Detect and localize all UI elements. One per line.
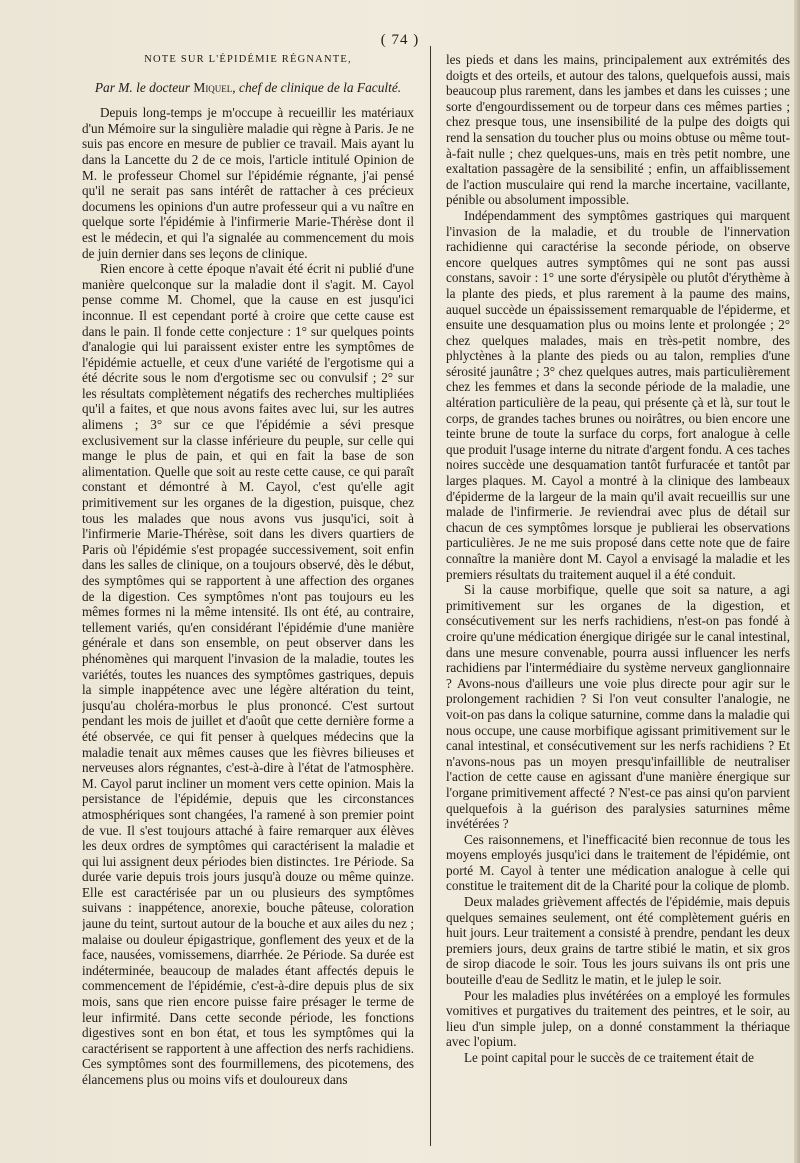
paragraph: Le point capital pour le succès de ce traitement était de: [464, 1050, 754, 1065]
paragraph: Depuis long-temps je m'occupe à recueillir les matériaux d'un Mémoire sur la singulière maladie qui règne à Paris. Je ne suis pas encore en mesure de publier ce travail. Mais ayant lu dans la Lancette du 2 de ce mois, l'article intitulé Opinion de M. le professeur Chomel sur l'épidémie régnante, j'ai pensé qu'il ne serait pas sans intérêt de rattacher à ces précieux documens les opinions d'un autre professeur qui a vu naître en quelque sorte l'épidémie à l'infirmerie Marie-Thérèse dont il est le médecin, et qui l'a signalée au commencement du mois de juin dernier dans ses leçons de clinique.: [82, 105, 414, 261]
byline-role: chef de clinique de la Faculté.: [239, 79, 402, 95]
right-column: [446, 52, 790, 1145]
column-divider: [430, 46, 431, 1146]
paragraph: Pour les maladies plus invétérées on a employé les formules vomitives et purgatives du traitement des peintres, et le soir, au lieu d'un simple julep, on a donné constamment la thériaque avec l'opium.: [446, 987, 790, 1050]
article-title: NOTE SUR L'ÉPIDÉMIE RÉGNANTE,: [144, 54, 352, 65]
page-edge: [794, 0, 800, 1163]
paragraph: Deux malades grièvement affectés de l'épidémie, mais depuis quelques semaines seulement, ont été complètement guéris en huit jours. Leur traitement a consisté à prendre, pendant les deux premiers jours, deux grains de tartre stibié le matin, et six gros de sirop diacode le soir. Tous les jours suivans ils ont pris une bouteille d'eau de Sedlitz le matin, et le julep le soir.: [446, 894, 790, 988]
paragraph: Ces raisonnemens, et l'inefficacité bien reconnue de tous les moyens employés jusqu'ici dans le traitement de l'épidémie, ont porté M. Cayol à tenter une médication analogue à celle qui constitue le traitement dit de la Charité pour la colique de plomb.: [446, 831, 790, 894]
byline-author: Miquel,: [193, 79, 236, 95]
paragraph: Si la cause morbifique, quelle que soit sa nature, a agi primitivement sur les organes de la digestion, et consécutivement sur les nerfs rachidiens, n'est-on pas fondé à croire qu'une médication énergique dirigée sur le canal intestinal, dans une mesure convenable, pourra aussi influencer les nerfs rachidiens par l'intermédiaire du système nerveux ganglionnaire ? Avons-nous d'ailleurs une voie plus directe pour agir sur le prolongement rachidien ? Si l'on veut consulter l'analogie, ne voit-on pas dans la colique saturnine, comme dans la maladie qui nous occupe, une cause morbifique agissant primitivement sur le canal intestinal, et consécutivement sur les nerfs rachidiens ? Et n'avons-nous pas un moyen presqu'infaillible de neutraliser l'action de cette cause en agissant d'une manière énergique sur l'organe primitivement affecté ? N'est-ce pas ainsi qu'on parvient quelquefois à la guérison des paralysies saturnines même invétérées ?: [446, 582, 790, 832]
paragraph: Indépendamment des symptômes gastriques qui marquent l'invasion de la maladie, et du trouble de l'innervation rachidienne qui caractérise la seconde période, on observe encore quelques autres symptômes qui ne sont pas aussi constans, savoir : 1° une sorte d'érysipèle ou plutôt d'érythème à la plante des pieds, et plus rarement à la paume des mains, auquel succède un épaississement remarquable de l'épiderme, et ensuite une desquamation plus ou moins lente et prolongée ; 2° chez quelques malades, mais en très-petit nombre, des phlyctènes à la plante des pieds ou au talon, remplies d'une sérosité jaunâtre ; 3° chez quelques autres, mais particulièrement chez les femmes et dans la seconde période de la maladie, une altération particulière de la peau, qui présente çà et là, sur tout le corps, de grandes taches brunes ou noirâtres, ou bien encore une teinte brune de toute la surface du corps, fort analogue à celle que produit l'usage interne du nitrate d'argent fondu. A ces taches noires succède une desquamation tantôt furfuracée et tantôt par larges plaques. M. Cayol a montré à la clinique des lambeaux d'épiderme de la largeur de la main qu'il avait recueillis sur une malade de l'infirmerie. Je reviendrai avec plus de détail sur chacun de ces symptômes lorsque je publierai les observations particulières. Je ne me suis proposé dans cette note que de faire connaître la manière dont M. Cayol a envisagé la maladie et les premiers résultats du traitement auquel il a été conduit.: [446, 207, 790, 582]
byline-prefix: Par M. le docteur: [94, 79, 191, 95]
page-number: ( 74 ): [380, 32, 420, 48]
paragraph-continued: les pieds et dans les mains, principalement aux extrémités des doigts et des orteils, et autour des talons, quelquefois aussi, mais beaucoup plus rarement, dans les jambes et dans les cuisses ; une sorte d'engourdissement ou de torpeur dans ces mêmes parties ; chez presque tous, une insensibilité de la pulpe des doigts qui rend la sensation du toucher plus ou moins obtuse ou même tout-à-fait nulle ; chez quelques-uns, mais en très petit nombre, une exaltation passagère de la sensibilité ; enfin, un affaiblissement de l'action musculaire qui rend la marche incertaine, vacillante, pénible ou absolument impossible.: [446, 52, 790, 208]
article-byline: [82, 80, 414, 96]
paragraph: Rien encore à cette époque n'avait été écrit ni publié d'une manière quelconque sur la maladie dont il s'agit. M. Cayol pense comme M. Chomel, que la cause en est jusqu'ici inconnue. Il est cependant porté à croire que cette cause est dans le pain. Il fonde cette conjecture : 1° sur quelques points d'analogie qui lui paraissent exister entre les symptômes de l'épidémie actuelle, et ceux d'une variété de l'ergotisme qui a été décrite sous le nom d'ergotisme sec ou convulsif ; 2° sur les résultats complètement négatifs des recherches multipliées qu'il a faites, et que nous avons faites avec lui, sur les autres alimens ; 3° sur ce que l'épidémie a sévi presque exclusivement sur la classe inférieure du peuple, sur celle qui mange le plus de pain, et qui en fait la base de son alimentation. Quelle que soit au reste cette cause, ce qui paraît constant et démontré à M. Cayol, c'est qu'elle agit primitivement sur les organes de la digestion, puisque, chez tous les malades que nous avons vus jusqu'ici, soit à l'infirmerie Marie-Thérèse, soit dans les divers quartiers de Paris où l'épidémie s'est propagée successivement, soit enfin dans les salles de clinique, on a toujours observé, dès le début, des symptômes qui se rapportent à une affection des organes de la digestion. Ces symptômes n'ont pas toujours eu les mêmes formes ni la même intensité. Ils ont été, au contraire, tellement variés, qu'en considérant l'épidémie d'une manière générale et dans son ensemble, on peut observer dans les phénomènes qui marquent l'invasion de la maladie, toutes les variétés, toutes les nuances des symptômes gastriques, depuis la simple inappétence avec une légère altération du teint, jusqu'au choléra-morbus le plus prononcé. C'est surtout pendant les mois de juillet et d'août que cette dernière forme a été observée, ce qui fit penser à quelques médecins que la maladie tenait aux mêmes causes que les fièvres bilieuses et nerveuses alors régnantes, c'est-à-dire à l'état de l'atmosphère. M. Cayol parut incliner un moment vers cette opinion. Mais la persistance de l'épidémie, depuis que les circonstances atmosphériques sont changées, l'a ramené à son premier point de vue. Il s'est toujours attaché à faire remarquer aux élèves les deux ordres de symptômes qui caractérisent la maladie et qui lui assignent deux périodes bien distinctes. 1re Période. Sa durée varie depuis trois jours jusqu'à douze ou même quinze. Elle est caractérisée par un ou plusieurs des symptômes suivans : inappétence, anorexie, bouche pâteuse, coloration jaune du teint, surtout autour de la bouche et aux ailes du nez ; malaise ou douleur épigastrique, gonflement des yeux et de la face, nausées, vomissemens, diarrhée. 2e Période. Sa durée est indéterminée, beaucoup de malades étant affectés depuis le commencement de l'épidémie, c'est-à-dire depuis plus de six mois, sans que rien encore puisse faire présager le terme de leur infirmité. Dans cette seconde période, les fonctions digestives sont en bon état, et tous les symptômes qui la caractérisent se rapportent à une affection des nerfs rachidiens. Ces symptômes sont des fourmillemens, des picotemens, des élancemens plus ou moins vifs et douloureux dans: [82, 261, 414, 1087]
left-column: [82, 50, 414, 1145]
